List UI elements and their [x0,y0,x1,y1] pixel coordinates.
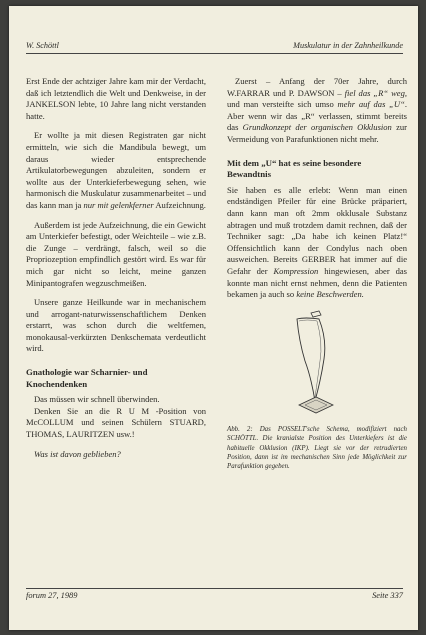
left-paragraph-6: Denken Sie an die R U M -Position von McCOLLUM und seinen Schülern STUARD, THOMAS, LAURITZEN usw.! [26,405,206,440]
header-title: Muskulatur in der Zahnheilkunde [293,41,403,50]
figure-top-mark [311,311,321,317]
posselt-diagram [227,309,407,419]
footer-journal: forum 27, 1989 [26,591,78,600]
figure-caption: Abb. 2: Das POSSELT'sche Schema, modifiziert nach SCHÖTTL. Die kranialste Position des Unterkiefers ist die habituelle Okklusion (IKP). Liegt sie vor der retrudierten Position, dann ist im mechanischen Sinn jede Möglichkeit zur Parafunktion gegeben. [227,425,407,471]
right-paragraph-2: Sie haben es alle erlebt: Wenn man einen endständigen Pfeiler für eine Brücke präpariert, dann kann man oft 2mm okklusale Substanz abtragen und muß trotzdem damit rechnen, daß der Techniker sagt: „Da habe ich keinen Platz!“ Offensichtlich kann der Condylus nach oben ausweichen. Bereits GERBER hat immer auf die Gefahr der Kompression hingewiesen, aber das konnte man nicht ernst nehmen, denn die Patienten bekamen ja auch so keine Beschwerden. [227,184,407,300]
right-paragraph-1: Zuerst – Anfang der 70er Jahre, durch W.FARRAR und P. DAWSON – fiel das „R“ weg, und man versteifte sich umso mehr auf das „U“. Aber wenn wir das „R“ verlassen, stimmt bereits das Grundkonzept der organischen Okklusion zur Vermeidung von Parafunktionen nicht mehr. [227,76,407,144]
left-paragraph-1: Erst Ende der achtziger Jahre kam mir der Verdacht, daß ich letztendlich die Welt und Denkweise, in der JANKELSON lebte, 10 Jahre lang nicht verstanden hatte. [26,76,206,121]
left-paragraph-7: Was ist davon geblieben? [34,448,121,459]
left-paragraph-3: Außerdem ist jede Aufzeichnung, die ein Gewicht am Unterkiefer befestigt, oder Weichteile – wie z.B. die Zunge – verdrängt, falsch, weil so die Propriozeption empfindlich gestört wird. Es war für mich gar nicht so leicht, meine ganzen Minipantografen wegzuschmeißen. [26,219,206,288]
running-header [26,41,403,50]
footer-rule [26,588,403,589]
left-paragraph-5: Das müssen wir schnell überwinden. [34,394,160,405]
running-footer [26,591,403,600]
header-author: W. Schöttl [26,41,59,50]
occlusion-diamond [299,397,333,413]
section-heading-gnathologie: Gnathologie war Scharnier- und Knochendenken [26,367,148,389]
envelope-outline [297,318,325,401]
section-heading-u: Mit dem „U“ hat es seine besondere Bewandtnis [227,157,362,180]
posselt-envelope-figure [227,309,407,419]
right-column [227,76,407,472]
footer-page-number: Seite 337 [372,591,403,600]
left-paragraph-2: Er wollte ja mit diesen Registraten gar nicht ermitteln, wie sich die Mandibula bewegt, um daraus wieder entsprechende Artikulatorbewegungen abzuleiten, sondern er wollte aus der Unterkieferbewegung sehen, wie harmonisch die Muskulatur zusammenarbeitet – und das kann man ja nur mit gelenkferner Aufzeichnung. [26,130,206,210]
journal-page [9,6,418,630]
envelope-inner-line [299,320,321,397]
header-rule [26,53,403,54]
left-paragraph-4: Unsere ganze Heilkunde war in mechanischem und arrogant-naturwissenschaftlichem Denken erstarrt, was schon durch die weltfemen, monokausal-verkürzten Denkschemata verdeutlicht wird. [26,297,206,354]
left-column [26,76,206,468]
